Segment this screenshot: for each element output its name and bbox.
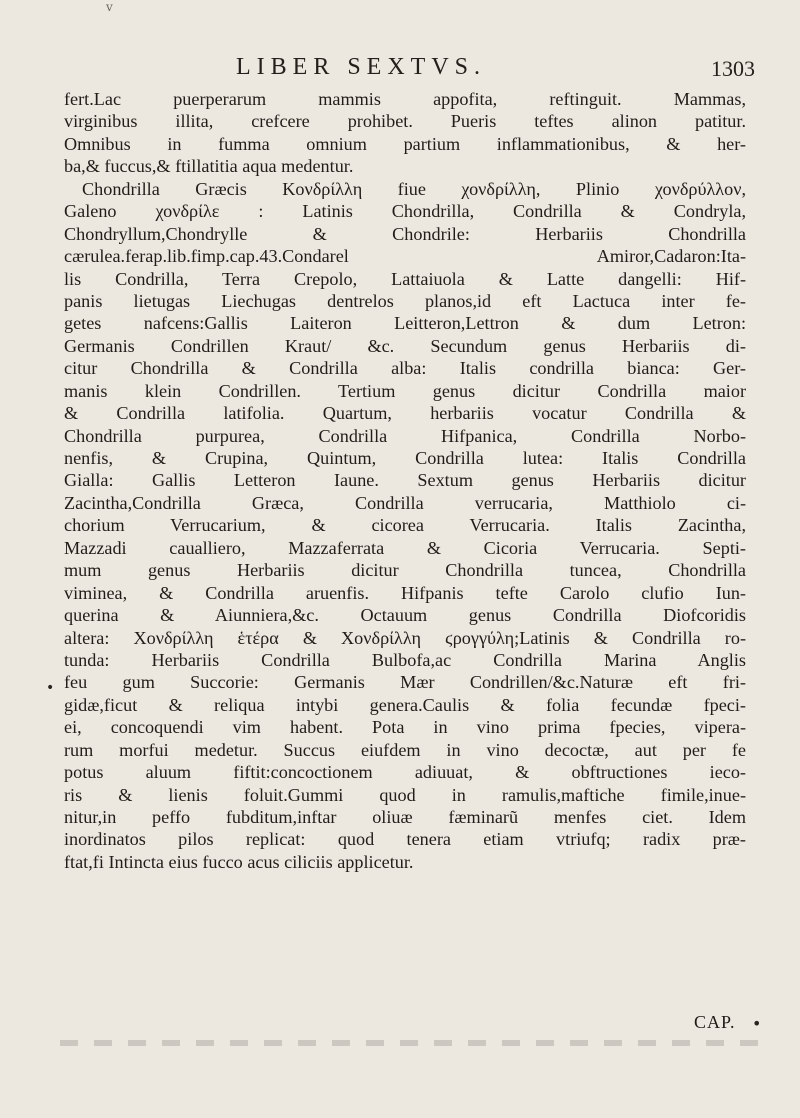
text-line: rum morfui medetur. Succus eiufdem in vino decoctæ, aut per fe xyxy=(64,739,746,760)
text-line: querina & Aiunniera,&c. Octauum genus Condrilla Diofcoridis xyxy=(64,605,746,626)
page-number: 1303 xyxy=(711,56,755,81)
text-line: nitur,in peffo fubditum,inftar oliuæ fæminarũ menfes ciet. Idem xyxy=(64,807,746,827)
text-line: Mazzadi caualliero, Mazzaferrata & Cicoria Verrucaria. Septi- xyxy=(64,537,746,558)
text-line: Germanis Condrillen Kraut/ &c. Secundum genus Herbariis di- xyxy=(64,335,746,356)
text-line: Chondrilla Græcis Κονδρίλλη fiue χονδρίλλη, Plinio χονδρύλλον, xyxy=(82,178,746,199)
text-line: Zacintha,Condrilla Græca, Condrilla verrucaria, Matthiolo ci- xyxy=(64,492,746,513)
text-line: ftat,fi Intincta eius fucco acus ciliciis applicetur. xyxy=(64,851,414,872)
catchword: CAP. xyxy=(694,1012,736,1032)
text-line: altera: Χονδρίλλη ἑτέρα & Χονδρίλλη ϛρογγύλη;Latinis & Condrilla ro- xyxy=(64,627,746,648)
text-line: ris & lienis foluit.Gummi quod in ramulis,maftiche fimile,inue- xyxy=(64,784,746,805)
text-line: Chondryllum,Chondrylle & Chondrile: Herbariis Chondrilla xyxy=(64,223,746,244)
text-line: manis klein Condrillen. Tertium genus dicitur Condrilla maior xyxy=(64,380,746,401)
margin-mark-top: v xyxy=(106,0,113,14)
text-line: inordinatos pilos replicat: quod tenera etiam vtriufq; radix præ- xyxy=(64,829,746,850)
text-line: ba,& fuccus,& ftillatitia aqua medentur. xyxy=(64,156,354,177)
text-line: chorium Verrucarium, & cicorea Verrucaria. Italis Zacintha, xyxy=(64,515,746,536)
text-line: cærulea.ferap.lib.fimp.cap.43.Condarel Amiror,Cadaron:Ita- xyxy=(64,246,746,267)
margin-bullet-left: • xyxy=(46,680,55,696)
text-line: mum genus Herbariis dicitur Chondrilla tuncea, Chondrilla xyxy=(64,560,746,581)
running-head: LIBER SEXTVS. xyxy=(236,54,487,80)
text-line: ei, concoquendi vim habent. Pota in vino prima fpecies, vipera- xyxy=(64,717,746,738)
text-line: gidæ,ficut & reliqua intybi genera.Caulis & folia fecundæ fpeci- xyxy=(64,694,746,715)
text-line: Gialla: Gallis Letteron Iaune. Sextum genus Herbariis dicitur xyxy=(64,470,746,491)
text-line: feu gum Succorie: Germanis Mær Condrillen/&c.Naturæ eft fri- xyxy=(64,672,746,693)
body-text xyxy=(64,88,746,873)
text-line: panis lietugas Liechugas dentrelos planos,id eft Lactuca inter fe- xyxy=(64,290,746,311)
margin-bullet-right: • xyxy=(752,1014,762,1033)
text-line: Galeno χονδρίλε : Latinis Chondrilla, Condrilla & Condryla, xyxy=(64,201,746,222)
text-line: lis Condrilla, Terra Crepolo, Lattaiuola & Latte dangelli: Hif- xyxy=(64,268,746,289)
text-line: virginibus illita, crefcere prohibet. Pueris teftes alinon patitur. xyxy=(64,111,746,132)
text-line: Chondrilla purpurea, Condrilla Hifpanica, Condrilla Norbo- xyxy=(64,425,746,446)
page-header xyxy=(0,54,800,88)
text-line: potus aluum fiftit:concoctionem adiuuat, & obftructiones ieco- xyxy=(64,762,746,783)
text-line: citur Chondrilla & Condrilla alba: Italis condrilla bianca: Ger- xyxy=(64,358,746,379)
text-line: nenfis, & Crupina, Quintum, Condrilla lutea: Italis Condrilla xyxy=(64,448,746,468)
text-line: fert.Lac puerperarum mammis appofita, reftinguit. Mammas, xyxy=(64,89,746,109)
text-line: tunda: Herbariis Condrilla Bulbofa,ac Condrilla Marina Anglis xyxy=(64,649,746,670)
text-line: viminea, & Condrilla aruenfis. Hifpanis tefte Carolo clufio Iun- xyxy=(64,582,746,603)
text-line: & Condrilla latifolia. Quartum, herbariis vocatur Condrilla & xyxy=(64,403,746,424)
text-line: Omnibus in fumma omnium partium inflammationibus, & her- xyxy=(64,133,746,154)
print-bleed-through xyxy=(60,1040,760,1046)
text-line: getes nafcens:Gallis Laiteron Leitteron,Lettron & dum Letron: xyxy=(64,313,746,334)
